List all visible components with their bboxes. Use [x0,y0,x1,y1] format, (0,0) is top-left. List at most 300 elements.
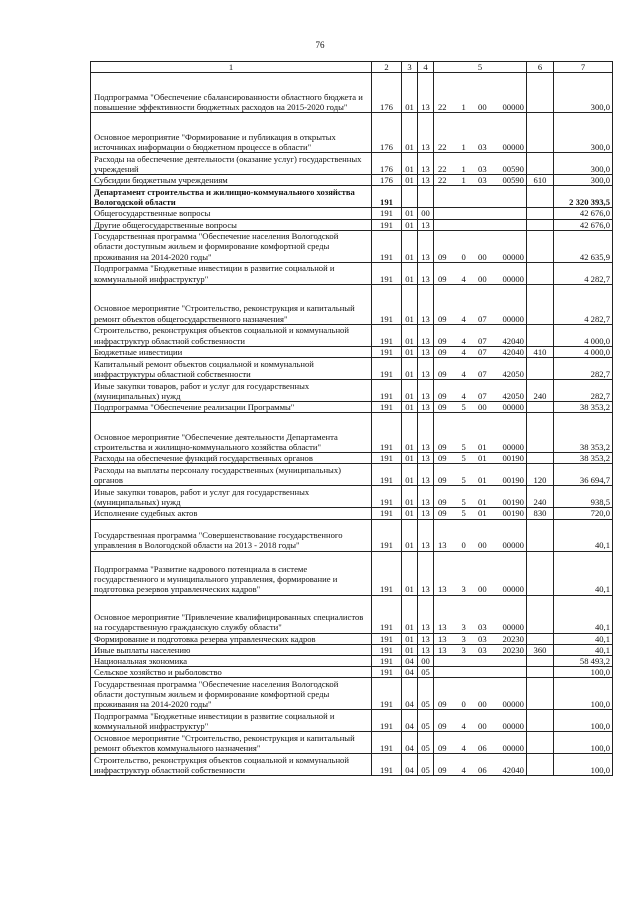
target-program: 13 [438,540,447,551]
target-program: 13 [438,644,447,655]
target-activity: 00 [478,251,487,262]
target-direction: 00000 [502,584,524,595]
table-row [91,508,613,519]
target-direction: 00000 [502,402,524,413]
subsection-code: 13 [418,595,434,633]
expense-type-code [527,153,554,175]
target-code [434,633,527,644]
target-activity: 00 [478,699,487,710]
ministry-code: 191 [372,754,402,776]
target-program: 09 [438,390,447,401]
target-activity: 03 [478,164,487,174]
target-program: 09 [438,699,447,710]
section-code: 01 [402,284,418,324]
amount: 4 282,7 [554,262,613,284]
table-row [91,380,613,402]
expense-type-code [527,186,554,208]
target-program: 09 [438,743,447,754]
amount: 300,0 [554,113,613,153]
ministry-code: 191 [372,186,402,208]
subsection-code: 13 [418,464,434,486]
section-code: 04 [402,710,418,732]
subsection-code: 13 [418,153,434,175]
subsection-code: 00 [418,656,434,667]
target-activity: 06 [478,765,487,776]
target-code [434,710,527,732]
ministry-code: 176 [372,153,402,175]
row-name: Исполнение судебных актов [91,508,372,519]
expense-type-code: 120 [527,464,554,486]
amount: 42 676,0 [554,208,613,219]
table-row [91,754,613,776]
section-code: 01 [402,595,418,633]
target-activity: 00 [478,721,487,732]
target-direction: 00000 [502,540,524,551]
subsection-code: 13 [418,633,434,644]
target-subprogram: 4 [461,390,466,401]
target-program: 22 [438,142,447,152]
column-header: 5 [434,62,527,73]
ministry-code: 191 [372,644,402,655]
table-row [91,153,613,175]
target-code [434,732,527,754]
row-name: Субсидии бюджетным учреждениям [91,175,372,186]
amount: 40,1 [554,519,613,551]
subsection-code: 05 [418,710,434,732]
section-code: 01 [402,453,418,464]
table-row [91,519,613,551]
target-direction: 20230 [502,633,524,644]
target-code [434,486,527,508]
amount: 42 635,9 [554,230,613,262]
target-direction: 00000 [502,622,524,633]
target-subprogram: 5 [461,453,466,464]
target-code [434,595,527,633]
target-code [434,230,527,262]
target-direction: 00590 [502,164,524,174]
target-code [434,508,527,519]
target-subprogram: 0 [461,251,466,262]
target-activity: 03 [478,633,487,644]
target-direction: 42040 [502,765,524,776]
amount: 2 320 393,5 [554,186,613,208]
amount: 100,0 [554,754,613,776]
target-direction: 00000 [502,442,524,453]
target-subprogram: 4 [461,335,466,346]
row-name: Национальная экономика [91,656,372,667]
subsection-code: 13 [418,230,434,262]
expense-type-code [527,219,554,230]
expense-type-code [527,678,554,710]
budget-table [90,61,613,776]
target-direction: 00000 [502,273,524,284]
target-activity: 01 [478,442,487,453]
target-code [434,644,527,655]
section-code: 01 [402,219,418,230]
row-name: Подпрограмма "Обеспечение реализации Программы" [91,402,372,413]
target-program: 22 [438,102,447,112]
section-code: 01 [402,175,418,186]
section-code: 04 [402,656,418,667]
ministry-code: 191 [372,219,402,230]
expense-type-code [527,402,554,413]
expense-type-code: 410 [527,346,554,357]
target-subprogram: 1 [461,175,466,186]
amount: 282,7 [554,380,613,402]
target-activity: 01 [478,508,487,519]
expense-type-code [527,113,554,153]
row-name: Иные закупки товаров, работ и услуг для государственных (муниципальных) нужд [91,380,372,402]
target-activity: 07 [478,346,487,357]
ministry-code: 191 [372,519,402,551]
target-activity: 01 [478,497,487,508]
target-direction: 00000 [502,251,524,262]
section-code: 01 [402,153,418,175]
table-row [91,551,613,595]
subsection-code: 13 [418,508,434,519]
table-row [91,710,613,732]
target-code [434,464,527,486]
target-program: 09 [438,313,447,324]
target-subprogram: 1 [461,102,466,112]
target-program: 09 [438,273,447,284]
target-code [434,346,527,357]
target-code [434,413,527,453]
target-program: 09 [438,346,447,357]
column-header: 2 [372,62,402,73]
table-row [91,358,613,380]
target-program: 09 [438,402,447,413]
ministry-code: 191 [372,262,402,284]
column-header-row [91,62,613,73]
target-subprogram: 0 [461,540,466,551]
target-program: 09 [438,508,447,519]
subsection-code: 13 [418,358,434,380]
target-subprogram: 3 [461,644,466,655]
row-name: Расходы на обеспечение деятельности (оказание услуг) государственных учреждений [91,153,372,175]
table-row [91,413,613,453]
row-name: Расходы на обеспечение функций государственных органов [91,453,372,464]
target-code [434,453,527,464]
target-subprogram: 1 [461,142,466,152]
table-row [91,464,613,486]
expense-type-code [527,208,554,219]
row-name: Другие общегосударственные вопросы [91,219,372,230]
section-code: 01 [402,208,418,219]
ministry-code: 191 [372,413,402,453]
subsection-code: 13 [418,644,434,655]
row-name: Формирование и подготовка резерва управленческих кадров [91,633,372,644]
section-code: 04 [402,667,418,678]
target-subprogram: 3 [461,584,466,595]
target-activity: 07 [478,335,487,346]
ministry-code: 191 [372,508,402,519]
expense-type-code [527,710,554,732]
target-code [434,153,527,175]
ministry-code: 191 [372,284,402,324]
table-row [91,113,613,153]
ministry-code: 191 [372,551,402,595]
target-subprogram: 1 [461,164,466,174]
target-activity: 03 [478,175,487,186]
row-name: Подпрограмма "Бюджетные инвестиции в развитие социальной и коммунальной инфраструктур" [91,710,372,732]
section-code: 01 [402,413,418,453]
ministry-code: 191 [372,402,402,413]
target-direction: 42050 [502,390,524,401]
section-code: 01 [402,519,418,551]
section-code: 01 [402,486,418,508]
target-direction: 00000 [502,313,524,324]
row-name: Строительство, реконструкция объектов социальной и коммунальной инфраструктур областной собственности [91,754,372,776]
row-name: Основное мероприятие "Формирование и публикация в открытых источниках информации о бюджетном процессе в области" [91,113,372,153]
expense-type-code [527,595,554,633]
row-name: Основное мероприятие "Строительство, реконструкция и капитальный ремонт объектов коммунального назначения" [91,732,372,754]
section-code: 04 [402,732,418,754]
amount: 4 000,0 [554,346,613,357]
expense-type-code [527,551,554,595]
subsection-code: 13 [418,262,434,284]
target-program: 09 [438,368,447,379]
target-direction: 20230 [502,644,524,655]
target-direction: 00000 [502,699,524,710]
target-activity: 00 [478,402,487,413]
expense-type-code [527,453,554,464]
row-name: Общегосударственные вопросы [91,208,372,219]
column-header: 4 [418,62,434,73]
amount: 100,0 [554,667,613,678]
target-code [434,519,527,551]
table-row [91,402,613,413]
subsection-code: 13 [418,380,434,402]
target-direction: 00000 [502,142,524,152]
expense-type-code: 240 [527,486,554,508]
ministry-code: 176 [372,175,402,186]
ministry-code: 191 [372,230,402,262]
amount: 4 000,0 [554,324,613,346]
target-program: 09 [438,442,447,453]
expense-type-code [527,633,554,644]
target-direction: 00000 [502,721,524,732]
ministry-code: 191 [372,633,402,644]
expense-type-code [527,656,554,667]
target-code [434,175,527,186]
table-row [91,678,613,710]
ministry-code: 191 [372,656,402,667]
section-code: 01 [402,551,418,595]
target-program: 09 [438,453,447,464]
table-row [91,346,613,357]
target-activity: 03 [478,644,487,655]
amount: 282,7 [554,358,613,380]
row-name: Государственная программа "Совершенствование государственного управления в Вологодской области на 2013 - 2018 годы" [91,519,372,551]
subsection-code: 13 [418,113,434,153]
target-code [434,186,527,208]
target-code [434,113,527,153]
target-program: 13 [438,622,447,633]
section-code: 01 [402,380,418,402]
section-code: 01 [402,113,418,153]
target-subprogram: 4 [461,765,466,776]
target-code [434,358,527,380]
section-code: 01 [402,464,418,486]
target-code [434,284,527,324]
amount: 300,0 [554,73,613,113]
section-code: 04 [402,678,418,710]
table-row [91,262,613,284]
target-code [434,551,527,595]
target-program: 22 [438,175,447,186]
expense-type-code [527,667,554,678]
target-activity: 00 [478,584,487,595]
amount: 720,0 [554,508,613,519]
expense-type-code [527,413,554,453]
row-name: Капитальный ремонт объектов социальной и коммунальной инфраструктуры областной собственности [91,358,372,380]
target-subprogram: 4 [461,346,466,357]
row-name: Основное мероприятие "Привлечение квалифицированных специалистов на государственную гражданскую службу области" [91,595,372,633]
target-code [434,219,527,230]
amount: 40,1 [554,595,613,633]
expense-type-code [527,324,554,346]
subsection-code: 00 [418,208,434,219]
target-direction: 00190 [502,453,524,464]
table-row [91,644,613,655]
target-subprogram: 4 [461,313,466,324]
expense-type-code [527,73,554,113]
amount: 36 694,7 [554,464,613,486]
amount: 4 282,7 [554,284,613,324]
expense-type-code: 610 [527,175,554,186]
expense-type-code: 830 [527,508,554,519]
ministry-code: 191 [372,486,402,508]
target-program: 09 [438,497,447,508]
table-row [91,208,613,219]
page-number: 76 [315,40,325,50]
target-subprogram: 4 [461,721,466,732]
amount: 100,0 [554,732,613,754]
table-row [91,219,613,230]
section-code: 01 [402,358,418,380]
column-header: 1 [91,62,372,73]
target-program: 09 [438,475,447,486]
target-subprogram: 5 [461,475,466,486]
table-row [91,595,613,633]
target-activity: 03 [478,622,487,633]
target-direction: 00190 [502,497,524,508]
table-row [91,667,613,678]
ministry-code: 191 [372,464,402,486]
row-name: Основное мероприятие "Строительство, реконструкция и капитальный ремонт объектов общегосударственного назначения" [91,284,372,324]
target-activity: 01 [478,453,487,464]
target-direction: 00000 [502,102,524,112]
section-code: 01 [402,644,418,655]
subsection-code: 13 [418,551,434,595]
table-row [91,284,613,324]
ministry-code: 191 [372,324,402,346]
subsection-code: 05 [418,678,434,710]
subsection-code: 13 [418,453,434,464]
target-program: 13 [438,633,447,644]
row-name: Строительство, реконструкция объектов социальной и коммунальной инфраструктур областной собственности [91,324,372,346]
row-name: Иные закупки товаров, работ и услуг для государственных (муниципальных) нужд [91,486,372,508]
subsection-code: 13 [418,519,434,551]
row-name: Подпрограмма "Обеспечение сбалансированности областного бюджета и повышение эффективности бюджетных расходов на 2015-2020 годы" [91,73,372,113]
table-row [91,175,613,186]
subsection-code: 13 [418,324,434,346]
target-code [434,208,527,219]
target-code [434,754,527,776]
target-program: 09 [438,721,447,732]
table-row [91,186,613,208]
target-subprogram: 4 [461,743,466,754]
table-row [91,73,613,113]
table-row [91,656,613,667]
row-name: Государственная программа "Обеспечение населения Вологодской области доступным жильем и формирование комфортной среды проживания на 2014-2020 годы" [91,678,372,710]
amount: 42 676,0 [554,219,613,230]
target-code [434,73,527,113]
row-name: Расходы на выплаты персоналу государственных (муниципальных) органов [91,464,372,486]
row-name: Подпрограмма "Бюджетные инвестиции в развитие социальной и коммунальной инфраструктур" [91,262,372,284]
expense-type-code [527,732,554,754]
amount: 38 353,2 [554,413,613,453]
subsection-code: 05 [418,732,434,754]
section-code: 01 [402,402,418,413]
target-program: 09 [438,765,447,776]
table-row [91,633,613,644]
ministry-code: 191 [372,453,402,464]
target-code [434,402,527,413]
expense-type-code: 360 [527,644,554,655]
target-activity: 07 [478,368,487,379]
target-subprogram: 5 [461,442,466,453]
amount: 100,0 [554,678,613,710]
ministry-code: 176 [372,113,402,153]
table-body [91,62,613,776]
subsection-code: 13 [418,219,434,230]
ministry-code: 191 [372,208,402,219]
target-program: 09 [438,335,447,346]
section-code: 01 [402,262,418,284]
amount: 38 353,2 [554,453,613,464]
amount: 938,5 [554,486,613,508]
section-code: 04 [402,754,418,776]
target-activity: 06 [478,743,487,754]
target-subprogram: 3 [461,622,466,633]
ministry-code: 191 [372,667,402,678]
column-header: 7 [554,62,613,73]
table-row [91,732,613,754]
target-program: 22 [438,164,447,174]
target-subprogram: 5 [461,402,466,413]
amount: 38 353,2 [554,402,613,413]
target-code [434,380,527,402]
target-direction: 42040 [502,335,524,346]
ministry-code: 191 [372,346,402,357]
ministry-code: 176 [372,73,402,113]
column-header: 6 [527,62,554,73]
subsection-code: 13 [418,413,434,453]
target-code [434,667,527,678]
target-subprogram: 5 [461,508,466,519]
target-activity: 01 [478,475,487,486]
subsection-code: 13 [418,486,434,508]
expense-type-code [527,358,554,380]
amount: 40,1 [554,551,613,595]
target-direction: 00190 [502,508,524,519]
subsection-code: 13 [418,73,434,113]
amount: 100,0 [554,710,613,732]
row-name: Департамент строительства и жилищно-коммунального хозяйства Вологодской области [91,186,372,208]
target-direction: 42050 [502,368,524,379]
